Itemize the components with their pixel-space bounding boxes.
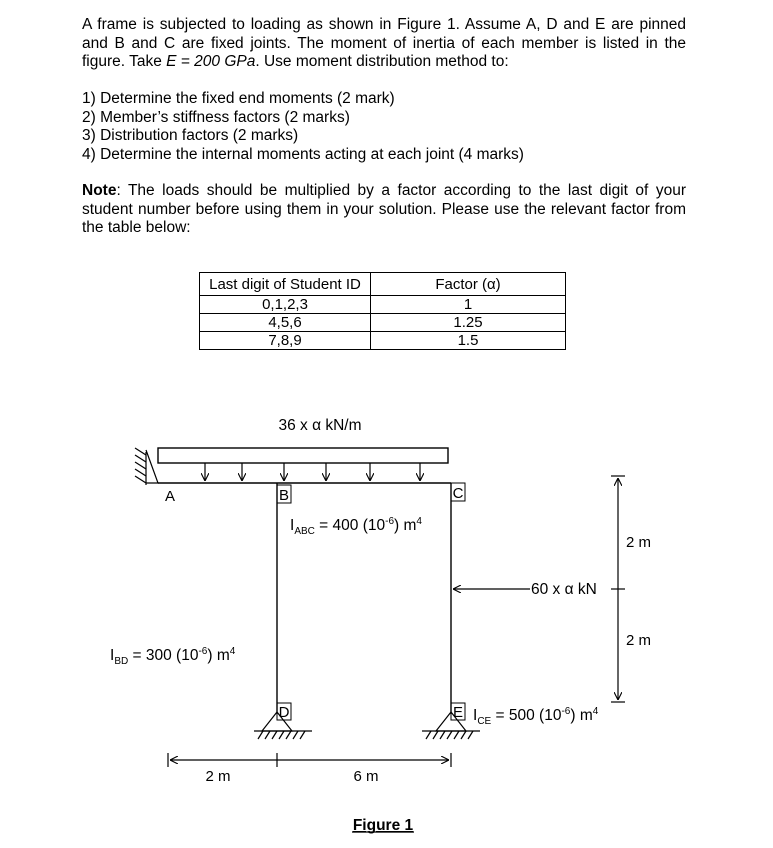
intro-text-end: . Use moment distribution method to: — [255, 53, 509, 71]
task-item: 3) Distribution factors (2 marks) — [82, 127, 299, 145]
i-abc-label: $I_{ABC} = 400$ $(10^{-6})$ $m^4$ — [290, 516, 422, 537]
intro-text: A frame is subjected to loading as shown in Figure 1. Assume A, D and E are pinned and B and C are fixed joints. The moment of inertia of each member is listed in the figure. Take — [82, 16, 686, 71]
udl-load-box — [158, 448, 448, 463]
table-cell: 1.25 — [371, 314, 566, 332]
column-header: Factor (α) — [371, 273, 566, 296]
node-e-label: E — [452, 704, 464, 721]
node-b-label: B — [278, 487, 290, 504]
dim-upper-label: 2 m — [626, 534, 652, 551]
dim-lower-label: 2 m — [626, 632, 652, 649]
task-item: 4) Determine the internal moments acting at each joint (4 marks) — [82, 145, 524, 163]
vertical-dimension — [611, 476, 625, 702]
figure-caption: Figure 1 — [352, 817, 414, 834]
table-cell: 1 — [371, 296, 566, 314]
task-item: 2) Member’s stiffness factors (2 marks) — [82, 108, 350, 126]
table-cell: 1.5 — [371, 332, 566, 350]
horizontal-dimension — [168, 753, 451, 767]
table-cell: 4,5,6 — [200, 314, 371, 332]
table-cell: 0,1,2,3 — [200, 296, 371, 314]
udl-arrows — [205, 463, 420, 481]
point-load-label: 60 x α kN — [531, 581, 597, 598]
node-a-label: A — [164, 488, 176, 505]
i-ce-label: $I_{CE} = 500$ $(10^{-6})$ $m^4$ — [473, 706, 599, 727]
table-cell: 7,8,9 — [200, 332, 371, 350]
i-bd-label: $I_{BD} = 300$ $(10^{-6})$ $m^4$ — [110, 646, 236, 667]
dim-bc-label: 6 m — [353, 768, 379, 785]
node-c-label: C — [452, 485, 464, 502]
dim-ab-label: 2 m — [205, 768, 231, 785]
node-d-label: D — [278, 704, 290, 721]
youngs-modulus: E = 200 GPa — [166, 53, 256, 71]
udl-label: 36 x α kN/m — [278, 417, 362, 434]
column-header: Last digit of Student ID — [200, 273, 371, 296]
note-label: Note — [82, 182, 117, 199]
note-text: : The loads should be multiplied by a factor according to the last digit of your student number before using them in your solution. Please use the relevant factor from the table below: — [82, 182, 686, 237]
task-item: 1) Determine the fixed end moments (2 mark) — [82, 90, 395, 107]
pin-support-a-icon — [135, 448, 158, 485]
